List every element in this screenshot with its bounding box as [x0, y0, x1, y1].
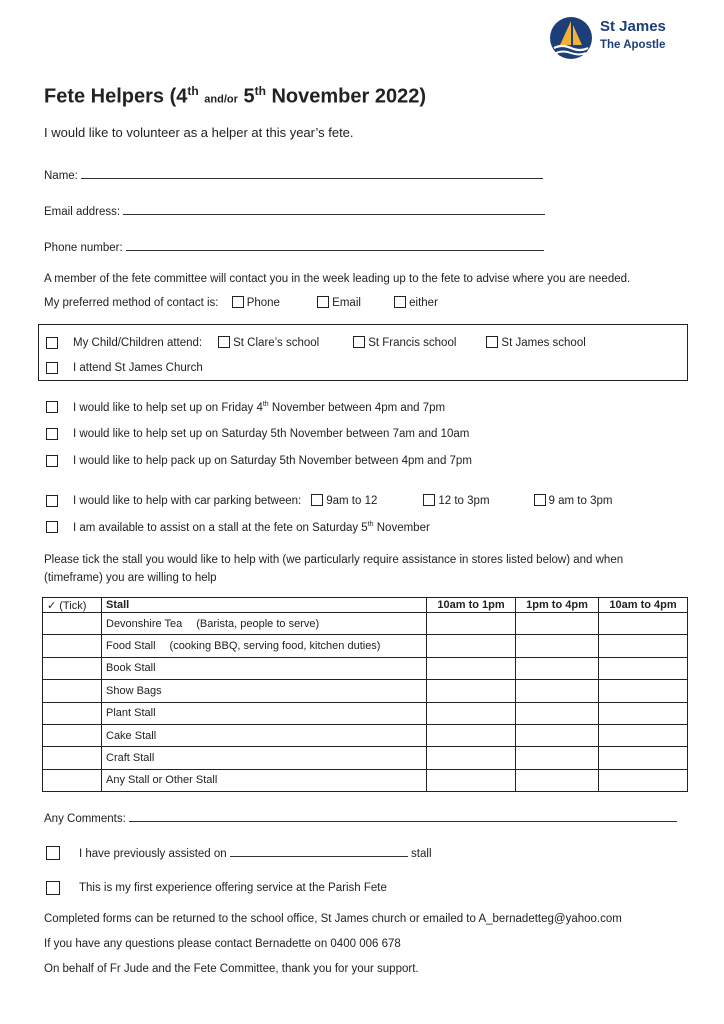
st-clares-checkbox[interactable]: [218, 336, 230, 348]
col-1-4: 1pm to 4pm: [516, 598, 599, 613]
st-francis-option[interactable]: St Francis school: [353, 336, 456, 349]
footer-contact: If you have any questions please contact Bernadette on 0400 006 678: [44, 938, 401, 950]
slot-10-4-cell[interactable]: [599, 613, 688, 635]
email-checkbox[interactable]: [317, 296, 329, 308]
col-10-1: 10am to 1pm: [427, 598, 516, 613]
stall-note: (Barista, people to serve): [196, 617, 320, 630]
church-attend-row: [46, 362, 203, 374]
comments-field[interactable]: Any Comments:: [44, 811, 677, 825]
previous-row: [46, 846, 432, 860]
stall-name: Food Stall: [106, 640, 156, 653]
slot-10-1-cell[interactable]: [427, 724, 516, 746]
intro-text: I would like to volunteer as a helper at this year’s fete.: [44, 125, 354, 140]
slot-10-4-cell[interactable]: [599, 680, 688, 702]
tick-cell[interactable]: [43, 680, 102, 702]
church-attend-label: I attend St James Church: [73, 362, 203, 374]
slot-1-4-cell[interactable]: [516, 635, 599, 657]
first-experience-label: This is my first experience offering service at the Parish Fete: [79, 882, 387, 894]
slot-10-1-cell[interactable]: [427, 702, 516, 724]
slot-1-4-cell[interactable]: [516, 769, 599, 791]
stall-table: [42, 597, 688, 792]
table-row: [43, 680, 688, 702]
either-option[interactable]: either: [394, 297, 438, 309]
slot-10-1-cell[interactable]: [427, 657, 516, 679]
parking-12-3-checkbox[interactable]: [423, 494, 435, 506]
st-james-option[interactable]: St James school: [486, 336, 585, 349]
st-james-checkbox[interactable]: [486, 336, 498, 348]
tick-cell[interactable]: [43, 702, 102, 724]
previous-label: I have previously assisted on stall: [79, 848, 432, 860]
slot-10-4-cell[interactable]: [599, 635, 688, 657]
stall-name: Show Bags: [106, 684, 162, 697]
church-attend-checkbox[interactable]: [46, 362, 58, 374]
setup-saturday-label: I would like to help set up on Saturday 5th November between 7am and 10am: [73, 428, 470, 440]
slot-1-4-cell[interactable]: [516, 702, 599, 724]
name-field[interactable]: Name:: [44, 168, 543, 182]
stall-cell: [102, 680, 427, 702]
st-clares-option[interactable]: St Clare’s school: [218, 336, 319, 349]
setup-friday-checkbox[interactable]: [46, 401, 58, 413]
setup-friday-row: [46, 401, 445, 414]
previous-stall-field[interactable]: [230, 846, 408, 857]
slot-10-4-cell[interactable]: [599, 747, 688, 769]
stall-name: Devonshire Tea: [106, 617, 183, 630]
email-field[interactable]: Email address:: [44, 204, 545, 218]
slot-1-4-cell[interactable]: [516, 657, 599, 679]
parking-row: [46, 494, 612, 507]
col-tick: ✓ (Tick): [43, 598, 102, 613]
table-row: [43, 724, 688, 746]
slot-10-1-cell[interactable]: [427, 747, 516, 769]
packup-label: I would like to help pack up on Saturday 5th November between 4pm and 7pm: [73, 455, 472, 467]
stall-name: Plant Stall: [106, 707, 156, 720]
slot-10-1-cell[interactable]: [427, 635, 516, 657]
church-logo: [548, 15, 698, 61]
stall-available-checkbox[interactable]: [46, 521, 58, 533]
parking-9-3-option[interactable]: 9 am to 3pm: [534, 494, 613, 507]
packup-row: [46, 455, 472, 467]
setup-friday-label: I would like to help set up on Friday 4th November between 4pm and 7pm: [73, 401, 446, 414]
slot-1-4-cell[interactable]: [516, 747, 599, 769]
packup-checkbox[interactable]: [46, 455, 58, 467]
parking-checkbox[interactable]: [46, 495, 58, 507]
preferred-contact: My preferred method of contact is: Phone Email either: [44, 297, 438, 309]
stall-name: Cake Stall: [106, 729, 157, 742]
sailboat-icon: [548, 15, 594, 61]
phone-checkbox[interactable]: [232, 296, 244, 308]
slot-10-1-cell[interactable]: [427, 613, 516, 635]
stall-cell: [102, 657, 427, 679]
footer-thanks: On behalf of Fr Jude and the Fete Committee, thank you for your support.: [44, 963, 419, 975]
st-francis-checkbox[interactable]: [353, 336, 365, 348]
either-checkbox[interactable]: [394, 296, 406, 308]
stall-name: Any Stall or Other Stall: [106, 774, 218, 787]
children-attend-row: [46, 336, 586, 349]
first-experience-row: [46, 881, 387, 895]
table-row: [43, 769, 688, 791]
slot-1-4-cell[interactable]: [516, 613, 599, 635]
parking-9-12-option[interactable]: 9am to 12: [311, 494, 377, 507]
logo-subname: The Apostle: [600, 39, 666, 51]
slot-10-4-cell[interactable]: [599, 769, 688, 791]
stall-available-row: [46, 521, 430, 534]
tick-cell[interactable]: [43, 635, 102, 657]
parking-9-12-checkbox[interactable]: [311, 494, 323, 506]
setup-saturday-row: [46, 428, 469, 440]
stall-cell: [102, 747, 427, 769]
first-experience-checkbox[interactable]: [46, 881, 60, 895]
table-row: [43, 613, 688, 635]
slot-10-4-cell[interactable]: [599, 657, 688, 679]
stall-note: (cooking BBQ, serving food, kitchen duties): [169, 640, 381, 653]
slot-10-1-cell[interactable]: [427, 680, 516, 702]
tick-cell[interactable]: [43, 724, 102, 746]
previous-checkbox[interactable]: [46, 846, 60, 860]
table-header-row: [43, 598, 688, 613]
slot-10-1-cell[interactable]: [427, 769, 516, 791]
stall-available-label: I am available to assist on a stall at the fete on Saturday 5th November: [73, 521, 430, 534]
logo-name: St James: [600, 18, 666, 35]
table-row: [43, 747, 688, 769]
parking-12-3-option[interactable]: 12 to 3pm: [423, 494, 489, 507]
page-title: Fete Helpers (4th and/or 5th November 2022): [44, 84, 426, 108]
col-stall: Stall: [102, 598, 427, 613]
children-attend-checkbox[interactable]: [46, 337, 58, 349]
tick-cell[interactable]: [43, 747, 102, 769]
stall-instructions: Please tick the stall you would like to help with (we particularly require assistance in stores listed below) and when (timeframe) you are willing to help: [44, 554, 624, 584]
phone-option[interactable]: Phone: [232, 297, 280, 309]
table-row: [43, 635, 688, 657]
table-row: [43, 657, 688, 679]
children-attend-label: My Child/Children attend:: [73, 336, 203, 349]
stall-name: Book Stall: [106, 662, 156, 675]
email-option[interactable]: Email: [317, 297, 361, 309]
tick-cell[interactable]: [43, 613, 102, 635]
stall-name: Craft Stall: [106, 752, 155, 765]
stall-cell: [102, 769, 427, 791]
stall-cell: [102, 613, 427, 635]
tick-cell[interactable]: [43, 769, 102, 791]
slot-1-4-cell[interactable]: [516, 724, 599, 746]
col-10-4: 10am to 4pm: [599, 598, 688, 613]
stall-cell: [102, 635, 427, 657]
setup-saturday-checkbox[interactable]: [46, 428, 58, 440]
table-row: [43, 702, 688, 724]
parking-9-3-checkbox[interactable]: [534, 494, 546, 506]
slot-1-4-cell[interactable]: [516, 680, 599, 702]
slot-10-4-cell[interactable]: [599, 702, 688, 724]
stall-cell: [102, 702, 427, 724]
tick-cell[interactable]: [43, 657, 102, 679]
stall-cell: [102, 724, 427, 746]
parking-label: I would like to help with car parking between:: [73, 494, 302, 507]
contact-note: A member of the fete committee will contact you in the week leading up to the fete to advise where you are needed.: [44, 273, 631, 285]
footer-return: Completed forms can be returned to the school office, St James church or emailed to A_bernadetteg@yahoo.com: [44, 913, 622, 925]
phone-field[interactable]: Phone number:: [44, 240, 544, 254]
slot-10-4-cell[interactable]: [599, 724, 688, 746]
